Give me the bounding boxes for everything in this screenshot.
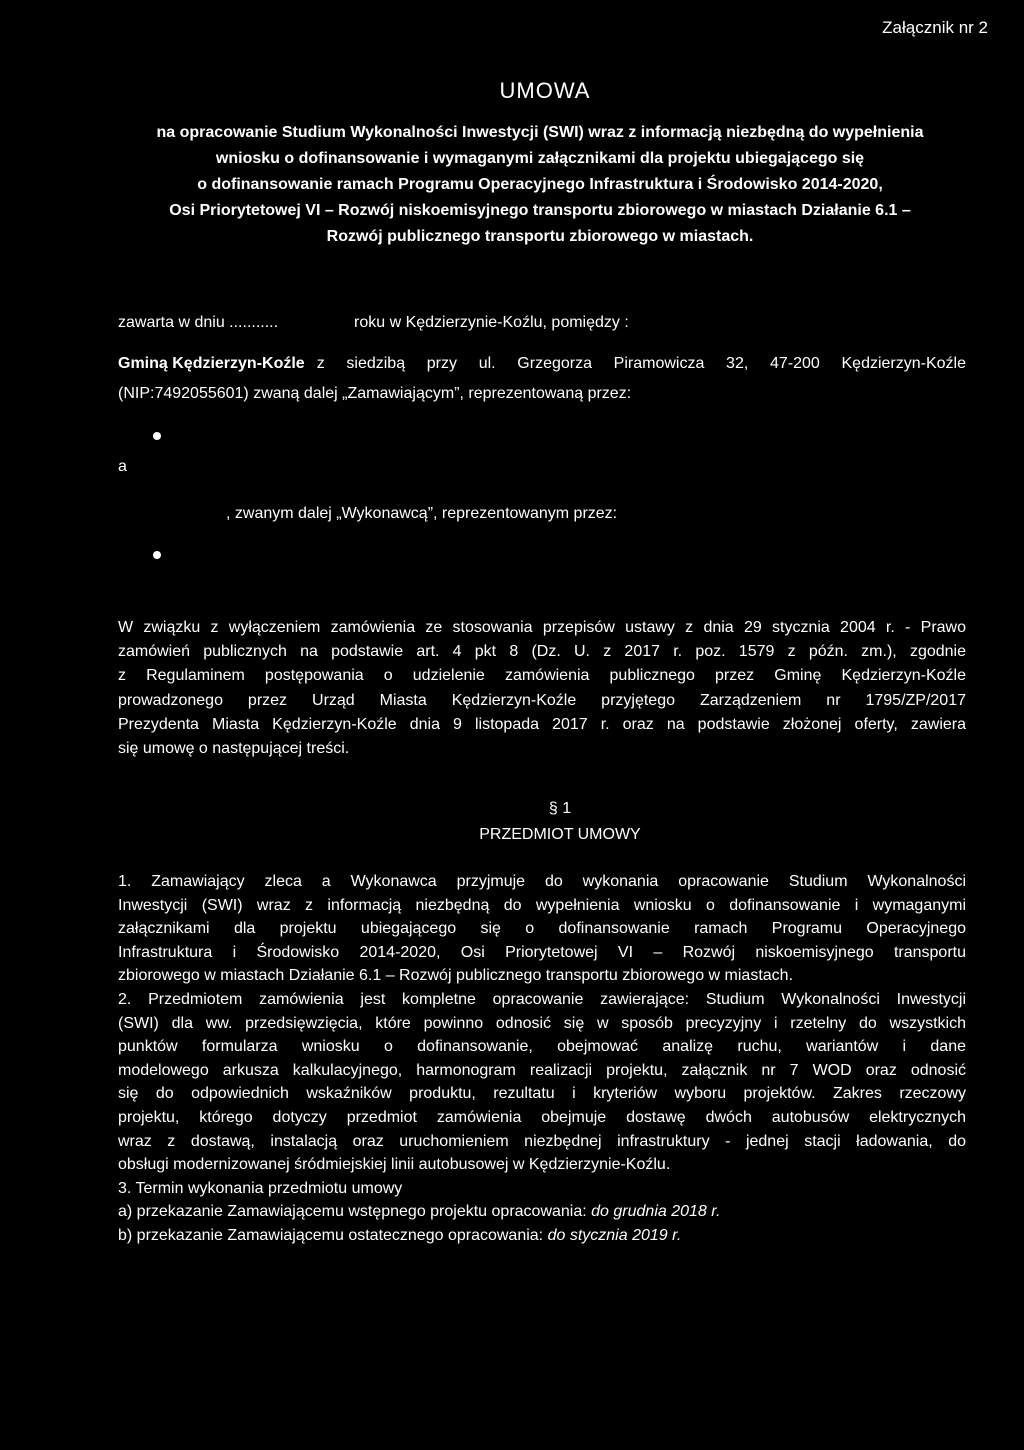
section-number: § 1: [548, 800, 572, 817]
party1-address: z siedzibą przy ul. Grzegorza Piramowicza 32, 47-200 Kędzierzyn-Koźle: [316, 355, 966, 372]
contract-date-prefix: zawarta w dniu ...........: [118, 314, 279, 331]
section-heading: [380, 796, 740, 848]
contract-date-suffix: roku w Kędzierzynie-Koźlu, pomiędzy :: [354, 314, 629, 331]
subtitle-line: o dofinansowanie ramach Programu Operacyjnego Infrastruktura i Środowisko 2014-2020,: [197, 176, 883, 193]
deadline-item: [118, 1200, 966, 1224]
deadline-value: do grudnia 2018 r.: [591, 1203, 721, 1221]
subtitle-line: wniosku o dofinansowanie i wymaganymi załącznikami dla projektu ubiegającego się: [215, 150, 865, 167]
body-line: modelowego arkusza kalkulacyjnego, harmonogram realizacji projektu, załącznik nr 7 WOD oraz odnosić: [118, 1061, 966, 1079]
body-line: się do odpowiednich wskaźników produktu, rezultatu i kryteriów wyboru projektów. Zakres rzeczowy: [118, 1085, 966, 1103]
contract-subject-heading: [100, 120, 980, 250]
paragraph-line: z Regulaminem postępowania o udzielenie zamówienia publicznego przez Gminę Kędzierzyn-Koźle: [118, 667, 966, 685]
body-line: punktów formularza wniosku o dofinansowanie, obejmować analizę ruchu, wariantów i dane: [118, 1038, 966, 1056]
paragraph-line: W związku z wyłączeniem zamówienia ze stosowania przepisów ustawy z dnia 29 stycznia 2004 r. - Prawo: [118, 619, 966, 636]
party1-line: [118, 355, 966, 373]
intro-paragraph: [118, 616, 966, 761]
body-line: Inwestycji (SWI) wraz z informacją niezbędną do wypełnienia wniosku o dofinansowanie i wymaganymi: [118, 896, 966, 914]
subtitle-line: Osi Priorytetowej VI – Rozwój niskoemisyjnego transportu zbiorowego w miastach Działanie 6.1 –: [169, 202, 911, 219]
body-line: zbiorowego w miastach Działanie 6.1 – Rozwój publicznego transportu zbiorowego w miastach.: [118, 967, 794, 985]
conjunction: a: [118, 458, 127, 475]
subtitle-line: Rozwój publicznego transportu zbiorowego w miastach.: [326, 228, 754, 245]
body-line: (SWI) dla ww. przedsięwzięcia, które powinno odnosić się w sposób precyzyjny i rzetelny do wszystkich: [118, 1014, 966, 1032]
section-title: PRZEDMIOT UMOWY: [479, 826, 641, 843]
subtitle-line: na opracowanie Studium Wykonalności Inwestycji (SWI) wraz z informacją niezbędną do wypełnienia: [156, 124, 924, 141]
party2-details: , zwanym dalej „Wykonawcą”, reprezentowanym przez:: [226, 505, 618, 522]
paragraph-line: zamówień publicznych na podstawie art. 4 pkt 8 (Dz. U. z 2017 r. poz. 1579 z późn. zm.), zgodnie: [118, 643, 966, 661]
bullet-icon: [153, 432, 161, 440]
deadline-label: b) przekazanie Zamawiającemu ostatecznego opracowania:: [118, 1226, 544, 1244]
deadline-item: [118, 1224, 966, 1248]
deadline-value: do stycznia 2019 r.: [547, 1226, 682, 1244]
paragraph-line: się umowę o następującej treści.: [118, 739, 350, 757]
attachment-label: Załącznik nr 2: [882, 18, 988, 37]
bullet-icon: [153, 551, 161, 559]
body-line: 3. Termin wykonania przedmiotu umowy: [118, 1179, 403, 1197]
section-body: [118, 870, 966, 1248]
document-title: UMOWA: [499, 78, 591, 103]
body-line: Infrastruktura i Środowisko 2014-2020, Osi Priorytetowej VI – Rozwój niskoemisyjnego transportu: [118, 943, 966, 961]
body-line: projektu, którego dotyczy przedmiot zamówienia obejmuje dostawę dwóch autobusów elektrycznych: [118, 1108, 966, 1126]
party1-name: Gminą Kędzierzyn-Koźle: [118, 355, 305, 372]
body-line: obsługi modernizowanej śródmiejskiej linii autobusowej w Kędzierzynie-Koźlu.: [118, 1156, 671, 1174]
deadline-label: a) przekazanie Zamawiającemu wstępnego projektu opracowania:: [118, 1203, 587, 1221]
paragraph-line: prowadzonego przez Urząd Miasta Kędzierzyn-Koźle przyjętego Zarządzeniem nr 1795/ZP/2017: [118, 691, 966, 709]
body-line: wraz z dostawą, instalacją oraz uruchomieniem niezbędnej infrastruktury - jednej stacji ładowania, do: [118, 1132, 966, 1150]
body-line: 2. Przedmiotem zamówienia jest kompletne opracowanie zawierające: Studium Wykonalności Inwestycji: [118, 990, 966, 1008]
paragraph-line: Prezydenta Miasta Kędzierzyn-Koźle dnia 9 listopada 2017 r. oraz na podstawie złożonej oferty, zawiera: [118, 715, 966, 733]
body-line: załącznikami dla projektu ubiegającego się o dofinansowanie ramach Programu Operacyjnego: [118, 920, 966, 938]
party1-details: (NIP:7492055601) zwaną dalej „Zamawiającym”, reprezentowaną przez:: [118, 385, 632, 402]
body-line: 1. Zamawiający zleca a Wykonawca przyjmuje do wykonania opracowanie Studium Wykonalności: [118, 873, 966, 890]
